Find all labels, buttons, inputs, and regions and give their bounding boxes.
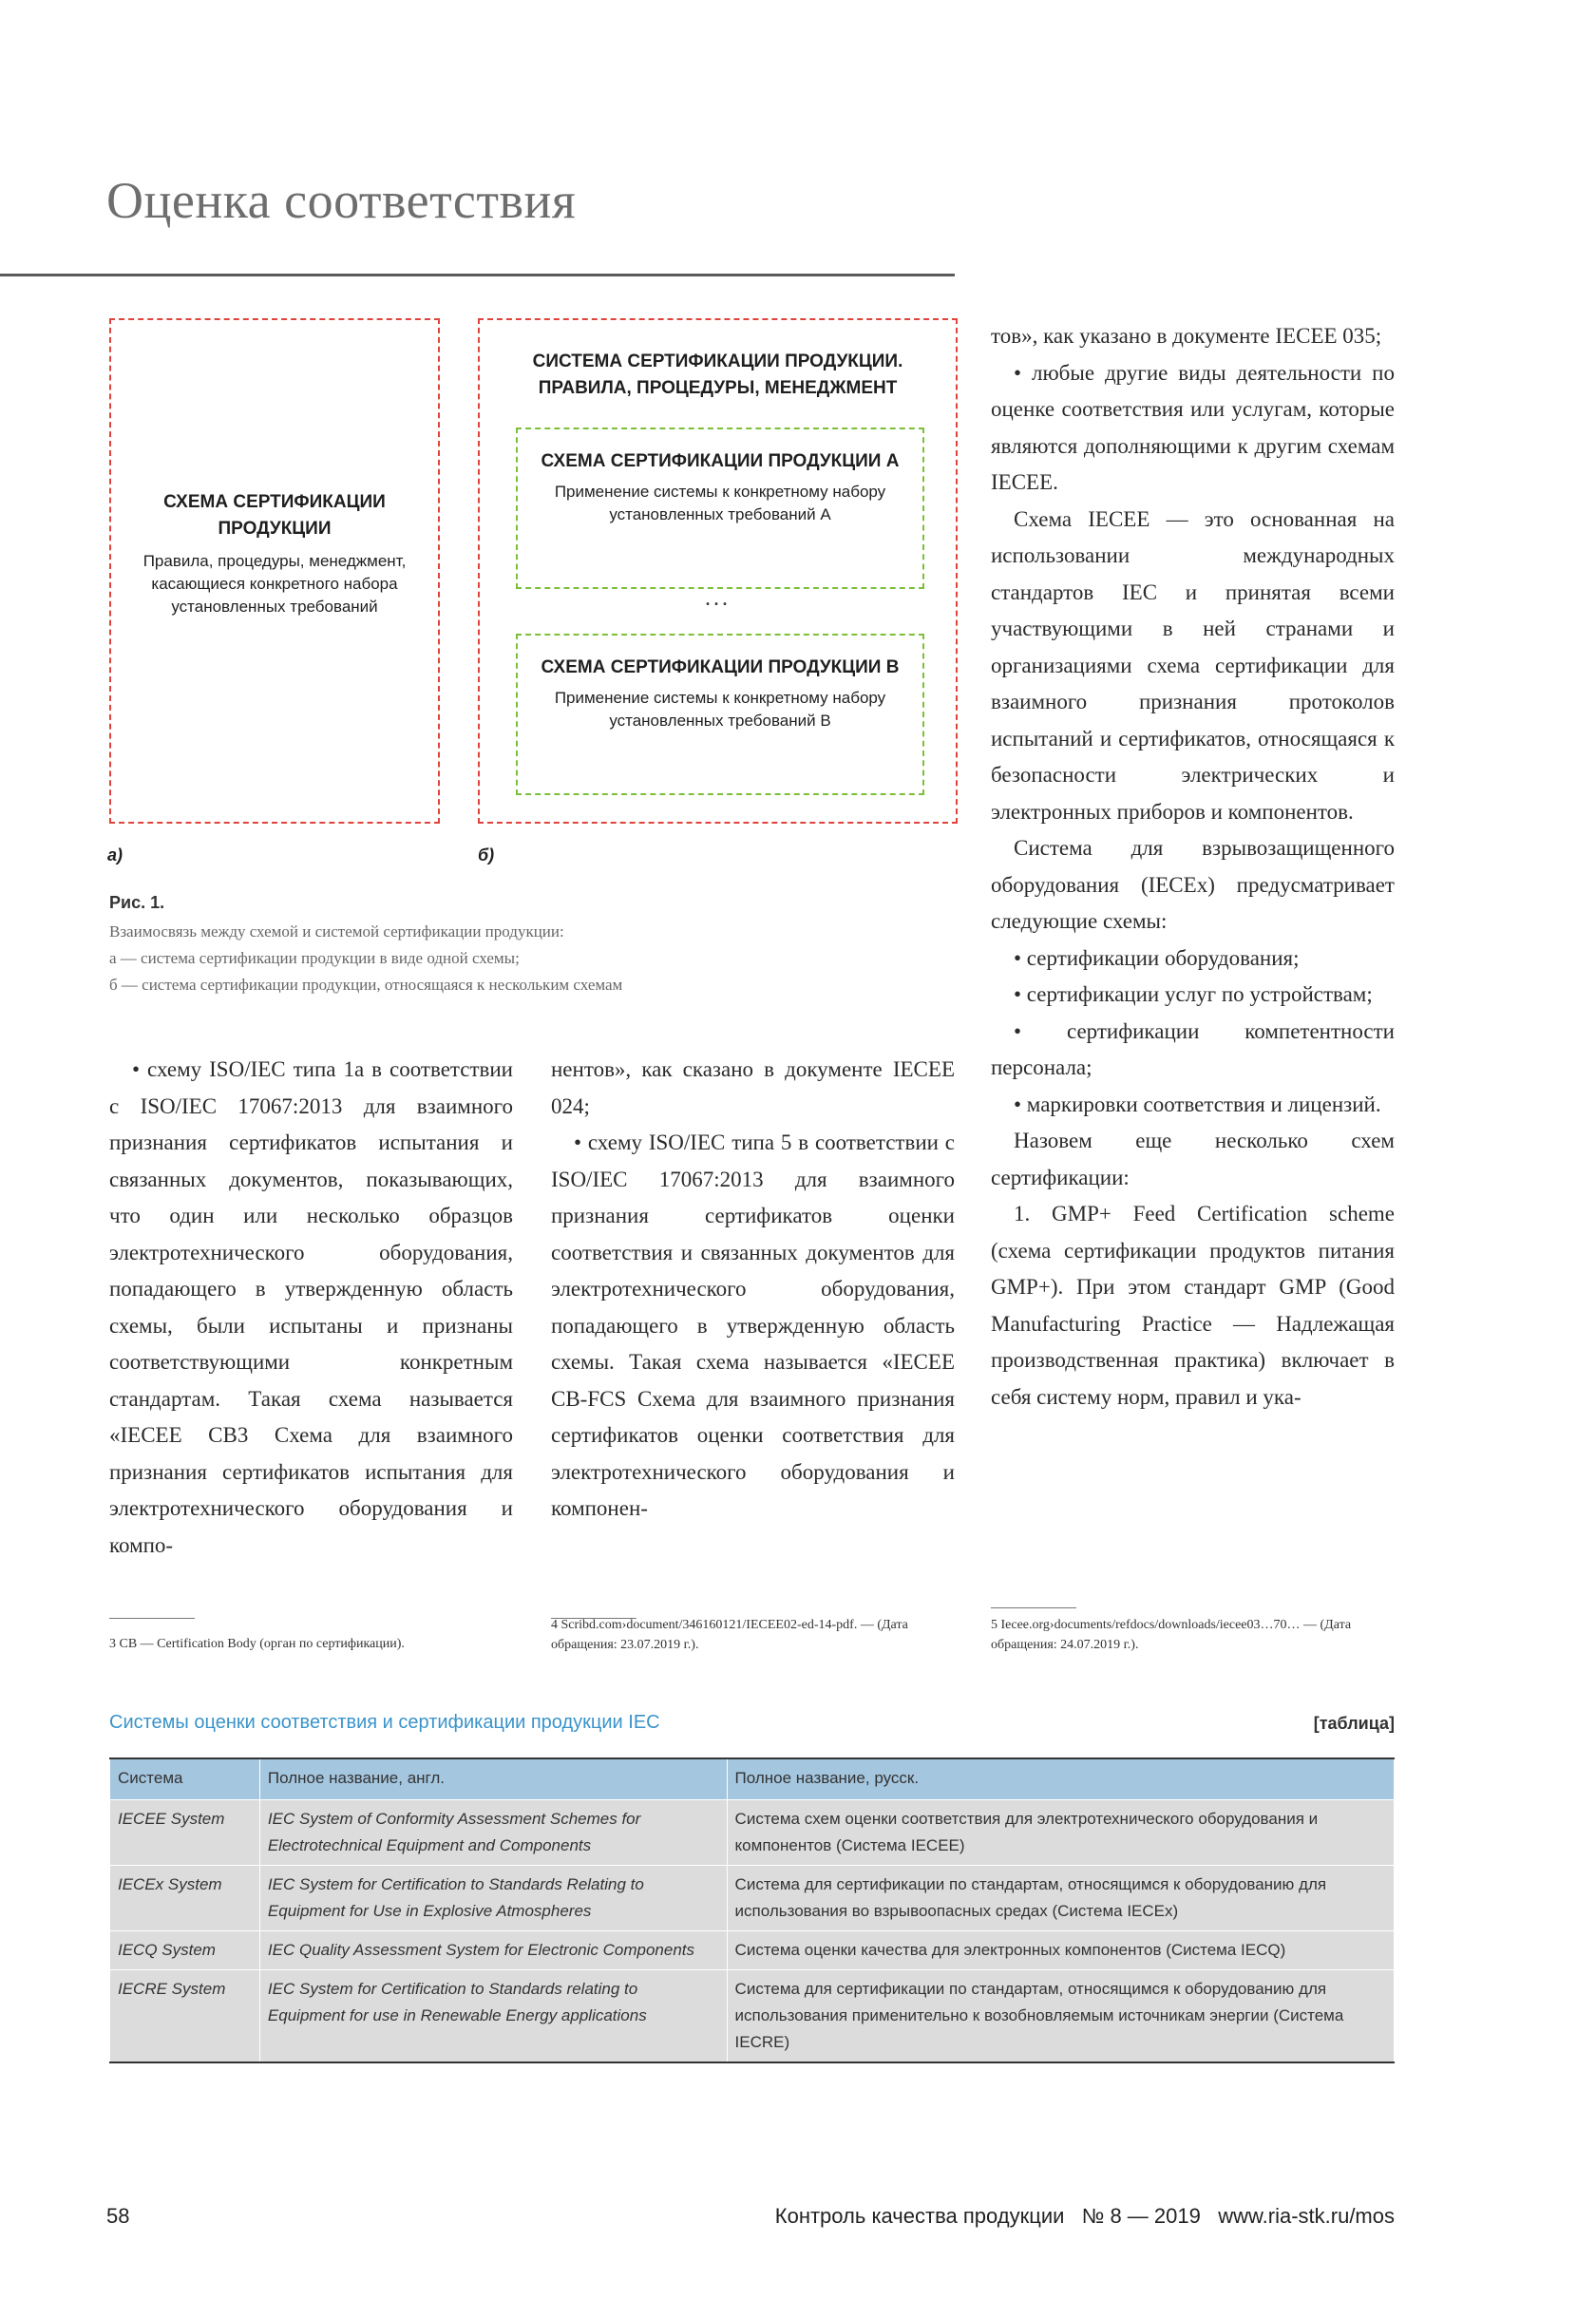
paragraph: тов», как указано в документе IECEE 035; <box>991 324 1382 348</box>
table-cell: IECQ System <box>110 1931 260 1970</box>
paragraph: 1. GMP+ Feed Certification scheme (схема сертификации продуктов питания GMP+). При этом стандарт GMP (Good Manufacturing Practice — Надлежащая производственная практика) включает в себя систему норм, правил и ука- <box>991 1202 1395 1409</box>
scheme-a-box <box>516 428 924 589</box>
paragraph: • схему ISO/IEC типа 5 в соответствии с ISO/IEC 17067:2013 для взаимного признания сертификатов оценки соответствия и связанных документов для электротехнического оборудования, попадающего в утвержденную область схемы. Такая схема называется «IECEE CB-FCS Схема для взаимного признания сертификатов оценки соответствия для электротехнического оборудования и компонен- <box>551 1130 955 1520</box>
column-header: Полное название, англ. <box>259 1758 727 1800</box>
column-header: Система <box>110 1758 260 1800</box>
table-cell: IECEE System <box>110 1800 260 1866</box>
scheme-ellipsis: ... <box>705 586 731 611</box>
list-item: • маркировки соответствия и лицензий. <box>1014 1092 1381 1116</box>
table-cell: IEC Quality Assessment System for Electronic Components <box>259 1931 727 1970</box>
scheme-b-title: СХЕМА СЕРТИФИКАЦИИ ПРОДУКЦИИ B <box>541 657 900 677</box>
table-header-row <box>110 1758 1395 1800</box>
paragraph: нентов», как сказано в документе IECEE 024; <box>551 1057 955 1118</box>
table-cell: IEC System for Certification to Standards Relating to Equipment for Use in Explosive Atmospheres <box>259 1866 727 1931</box>
panel-a-text: Правила, процедуры, менеджмент, касающиеся конкретного набора установленных требований <box>142 552 407 616</box>
footnote-rule <box>991 1607 1076 1608</box>
table-row <box>110 1866 1395 1931</box>
page-number: 58 <box>106 2204 130 2228</box>
table-cell: Система оценки качества для электронных компонентов (Система IECQ) <box>727 1931 1394 1970</box>
text-column-3 <box>991 318 1395 1416</box>
footnote-4: 4 Scribd.com›document/346160121/IECEE02-ed-14-pdf. — (Дата обращения: 23.07.2019 г.). <box>551 1618 908 1652</box>
table-cell: IEC System of Conformity Assessment Schemes for Electrotechnical Equipment and Components <box>259 1800 727 1866</box>
table-cell: Система для сертификации по стандартам, относящимся к оборудованию для использования применительно к возобновляемым источникам энергии (Система IECRE) <box>727 1970 1394 2063</box>
table-cell: IECRE System <box>110 1970 260 2063</box>
caption-line: а — система сертификации продукции в виде одной схемы; <box>109 949 520 967</box>
paragraph: • схему ISO/IEC типа 1а в соответствии с ISO/IEC 17067:2013 для взаимного признания сертификатов испытания и связанных документов, показывающих, что один или несколько образцов электротехнического оборудования, попадающего в утвержденную область схемы, были испытаны и признаны соответствующими конкретным стандартам. Такая схема называется «IECEE CB3 Схема для взаимного признания сертификатов испытания для электротехнического оборудования и компо- <box>109 1057 513 1557</box>
paragraph: Система для взрывозащищенного оборудования (IECEx) предусматривает следующие схемы: <box>991 836 1395 933</box>
table-row <box>110 1800 1395 1866</box>
table-cell: Система для сертификации по стандартам, относящимся к оборудованию для использования во взрывоопасных средах (Система IECEx) <box>727 1866 1394 1931</box>
caption-line: Взаимосвязь между схемой и системой сертификации продукции: <box>109 922 564 940</box>
paragraph: Назовем еще несколько схем сертификации: <box>991 1129 1395 1189</box>
scheme-a-title: СХЕМА СЕРТИФИКАЦИИ ПРОДУКЦИИ A <box>541 451 900 471</box>
figure-number: Рис. 1. <box>109 893 165 912</box>
scheme-a-text: Применение системы к конкретному набору установленных требований A <box>554 483 886 523</box>
figure-panel-a <box>109 318 440 824</box>
footnote-rule <box>109 1618 195 1619</box>
table-row <box>110 1931 1395 1970</box>
list-item: • сертификации услуг по устройствам; <box>1014 982 1373 1006</box>
text-column-2 <box>551 1052 955 1528</box>
panel-a-letter: а) <box>107 846 124 864</box>
panel-b-letter: б) <box>478 846 495 864</box>
panel-a-title: СХЕМА СЕРТИФИКАЦИИ ПРОДУКЦИИ <box>163 492 386 539</box>
figure-panel-b <box>478 318 958 824</box>
list-item: • сертификации компетентности персонала; <box>991 1018 1395 1079</box>
caption-line: б — система сертификации продукции, относящаяся к нескольким схемам <box>109 976 623 994</box>
title-rule <box>0 274 955 276</box>
page-title: Оценка соответствия <box>106 172 577 229</box>
systems-table <box>109 1758 1395 2063</box>
paragraph: Схема IECEE — это основанная на использовании международных стандартов IEC и принятая всеми участвующими в ней странами и организациями схема сертификации для взаимного признания протоколов испытаний и сертификатов, относящаяся к безопасности электрических и электронных приборов и компонентов. <box>991 506 1395 824</box>
journal-footer: Контроль качества продукции № 8 — 2019 www.ria-stk.ru/mos <box>774 2204 1395 2228</box>
list-item: • сертификации оборудования; <box>1014 945 1300 970</box>
figure-caption <box>109 893 955 998</box>
table-cell: Система схем оценки соответствия для электротехнического оборудования и компонентов (Система IECEE) <box>727 1800 1394 1866</box>
paragraph: • любые другие виды деятельности по оценке соответствия или услугам, которые являются дополняющими к другим схемам IECEE. <box>991 360 1395 494</box>
text-column-1 <box>109 1052 513 1564</box>
table-title: Системы оценки соответствия и сертификации продукции IEC <box>109 1712 660 1733</box>
table-cell: IEC System for Certification to Standards relating to Equipment for use in Renewable Energy applications <box>259 1970 727 2063</box>
scheme-b-text: Применение системы к конкретному набору установленных требований B <box>554 689 886 730</box>
footnote-5: 5 Iecee.org›documents/refdocs/downloads/iecee03…70… — (Дата обращения: 24.07.2019 г.). <box>991 1618 1352 1652</box>
table-row <box>110 1970 1395 2063</box>
table-tag: [таблица] <box>1313 1714 1395 1733</box>
column-header: Полное название, русск. <box>727 1758 1394 1800</box>
table-cell: IECEx System <box>110 1866 260 1931</box>
panel-b-title: СИСТЕМА СЕРТИФИКАЦИИ ПРОДУКЦИИ. ПРАВИЛА, ПРОЦЕДУРЫ, МЕНЕДЖМЕНТ <box>532 352 903 398</box>
footnote-3: 3 CB — Certification Body (орган по сертификации). <box>109 1637 405 1651</box>
scheme-b-box <box>516 634 924 795</box>
